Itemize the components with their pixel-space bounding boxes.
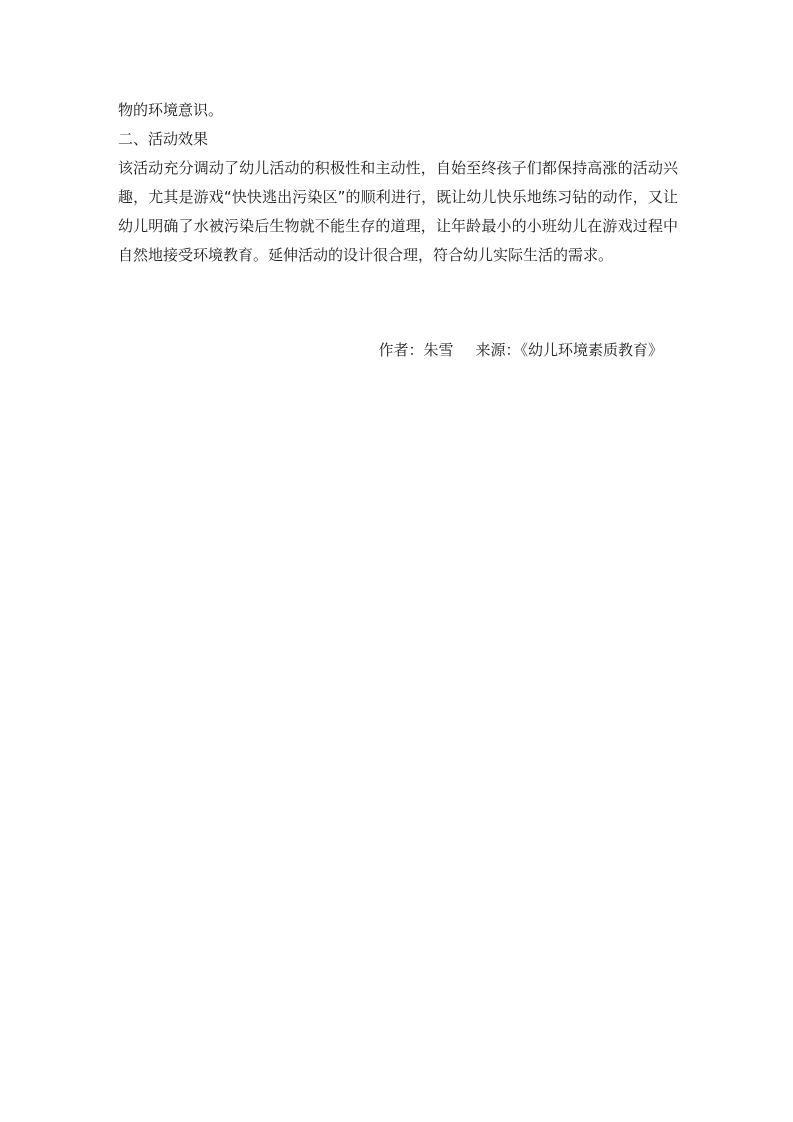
byline-author: 作者：朱雪 xyxy=(378,341,454,359)
document-body xyxy=(118,96,678,270)
paragraph-activity-effect: 该活动充分调动了幼儿活动的积极性和主动性，自始至终孩子们都保持高涨的活动兴趣，尤其是游戏“快快逃出污染区”的顺利进行，既让幼儿快乐地练习钻的动作，又让幼儿明确了水被污染后生物就不能生存的道理，让年龄最小的小班幼儿在游戏过程中自然地接受环境教育。延伸活动的设计很合理，符合幼儿实际生活的需求。 xyxy=(118,159,678,264)
byline xyxy=(378,336,663,365)
byline-source: 来源：《幼儿环境素质教育》 xyxy=(475,341,663,359)
paragraph-continuation: 物的环境意识。 xyxy=(118,101,224,119)
section-heading: 二、活动效果 xyxy=(118,130,209,148)
